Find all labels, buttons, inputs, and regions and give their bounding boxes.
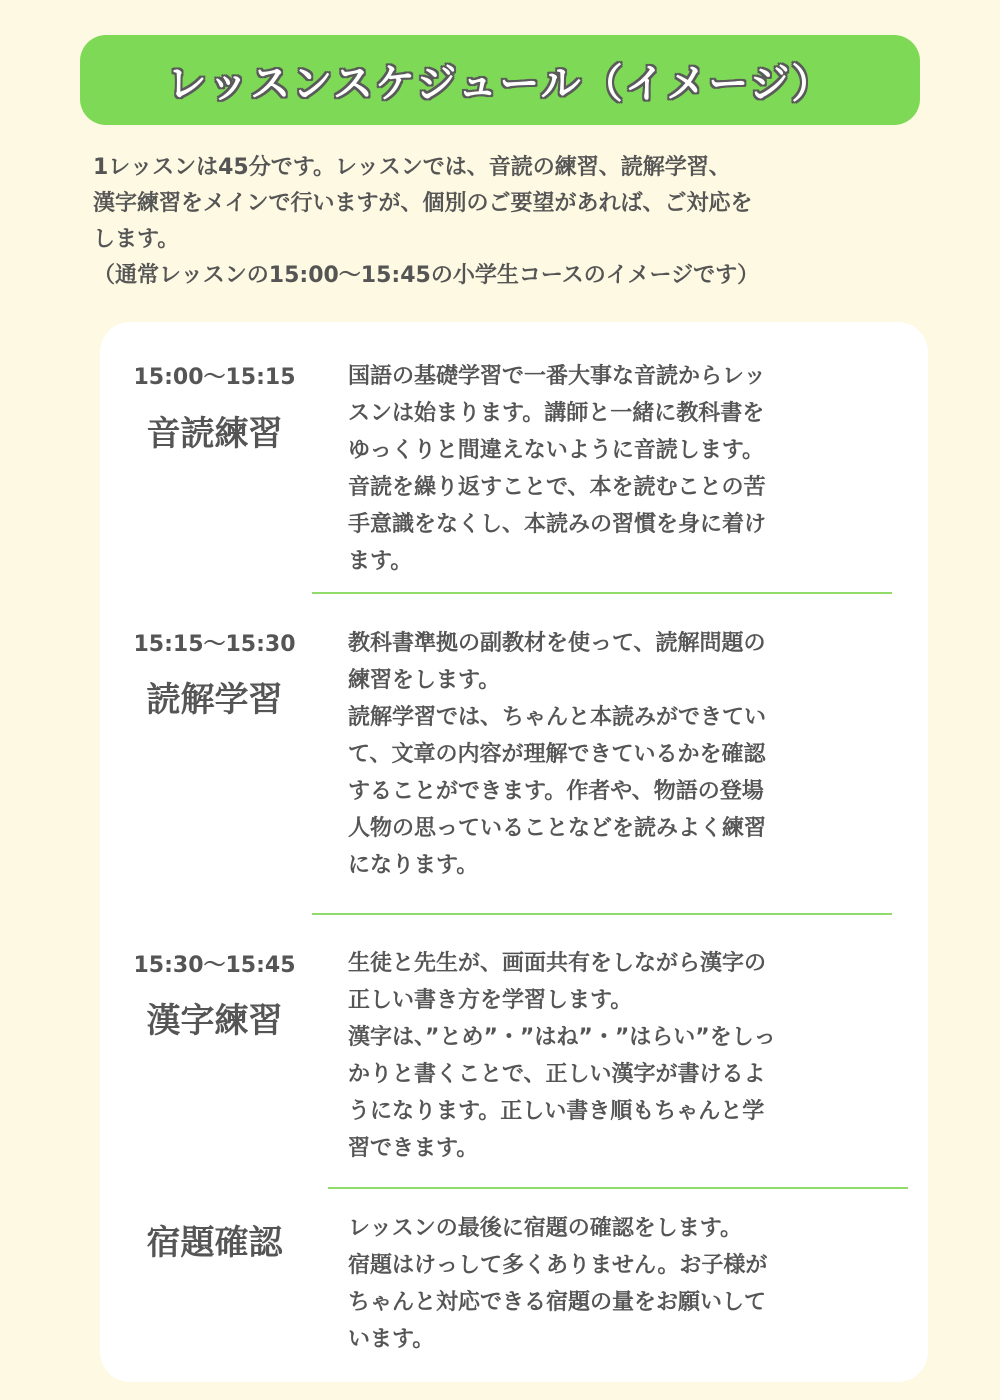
body-line: 手意識をなくし、本読みの習慣を身に着け (348, 512, 767, 537)
body-line: レッスンの最後に宿題の確認をします。 (348, 1216, 743, 1241)
body-line: スンは始まります。講師と一緒に教科書を (348, 401, 765, 426)
section-time: 15:30〜15:45 (133, 953, 296, 978)
body-line: 宿題はけっして多くありません。お子様が (348, 1253, 768, 1278)
section-body (348, 945, 878, 1167)
body-line: うになります。正しい書き順もちゃんと学 (348, 1099, 765, 1124)
body-line: 人物の思っていることなどを読みよく練習 (348, 816, 767, 841)
section-body (348, 625, 878, 884)
body-line: 読解学習では、ちゃんと本読みができてい (348, 705, 767, 730)
intro-line: （通常レッスンの15:00〜15:45の小学生コースのイメージです） (93, 263, 760, 288)
section-heading: 漢字練習 (146, 1001, 283, 1041)
body-line: います。 (348, 1327, 435, 1352)
section-divider (328, 1187, 908, 1189)
body-line: 正しい書き方を学習します。 (348, 988, 633, 1013)
section-heading: 宿題確認 (146, 1223, 283, 1263)
section-divider (312, 592, 892, 594)
body-line: ます。 (348, 549, 413, 574)
body-line: ちゃんと対応できる宿題の量をお願いして (348, 1290, 767, 1315)
body-line: 練習をします。 (348, 668, 501, 693)
body-line: 教科書準拠の副教材を使って、読解問題の (348, 631, 766, 656)
section-heading: 読解学習 (146, 680, 283, 720)
page-title: レッスンスケジュール（イメージ） (166, 60, 834, 107)
section-body (348, 358, 878, 580)
body-line: になります。 (348, 853, 479, 878)
body-line: 習できます。 (348, 1136, 479, 1161)
section-divider (312, 913, 892, 915)
intro-line: 1レッスンは45分です。レッスンでは、音読の練習、読解学習、 (93, 155, 731, 180)
title-banner (80, 35, 920, 125)
body-line: 生徒と先生が、画面共有をしながら漢字の (348, 951, 767, 976)
intro-line: します。 (93, 227, 180, 252)
body-line: 音読を繰り返すことで、本を読むことの苦 (348, 475, 766, 500)
section-time: 15:00〜15:15 (133, 365, 296, 390)
schedule-card (100, 322, 928, 1382)
body-line: ゆっくりと間違えないように音読します。 (348, 438, 765, 463)
body-line: 漢字は、”とめ”・”はね”・”はらい”をしっ (348, 1025, 776, 1050)
body-line: て、文章の内容が理解できているかを確認 (348, 742, 766, 767)
section-time: 15:15〜15:30 (133, 632, 296, 657)
intro-text (93, 150, 913, 294)
section-body (348, 1210, 878, 1358)
section-heading: 音読練習 (146, 414, 283, 454)
intro-line: 漢字練習をメインで行いますが、個別のご要望があれば、ご対応を (93, 191, 753, 216)
body-line: かりと書くことで、正しい漢字が書けるよ (348, 1062, 766, 1087)
body-line: 国語の基礎学習で一番大事な音読からレッ (348, 364, 766, 389)
body-line: することができます。作者や、物語の登場 (348, 779, 764, 804)
